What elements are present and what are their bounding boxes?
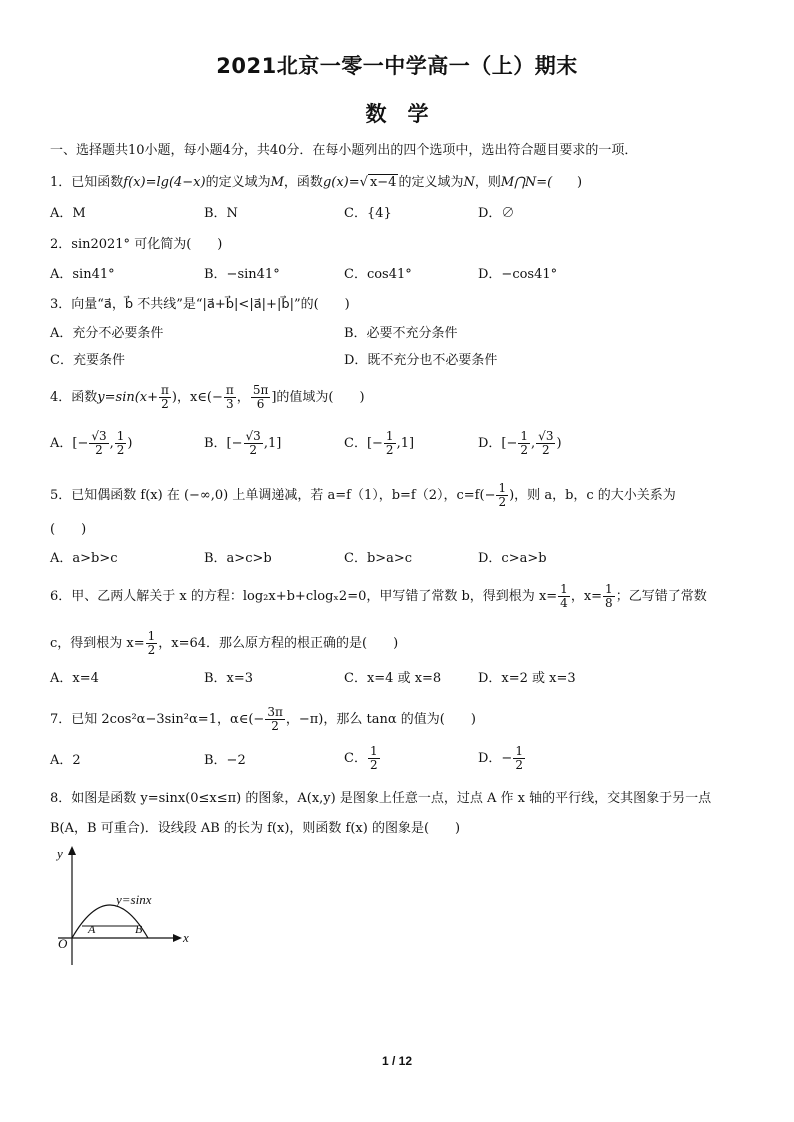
x-axis-arrow-icon — [173, 934, 182, 942]
q5-option-b: B．a>c>b — [204, 551, 272, 566]
q1-option-c: C．{4} — [344, 206, 392, 221]
point-b-label: B — [135, 922, 143, 936]
question-1-stem: 1．已知函数f(x)=lg(4−x)的定义域为M，函数g(x)=√ x−4 的定义域为N，则M⋂N=( ) — [50, 175, 583, 190]
point-a-label: A — [88, 922, 96, 936]
question-8-stem: 8．如图是函数 y=sinx(0≤x≤π) 的图象，A(x,y) 是图象上任意一点，过点 A 作 x 轴的平行线，交其图象于另一点 — [50, 791, 712, 806]
question-2-stem: 2．sin2021° 可化简为( ) — [50, 237, 223, 252]
q4-option-d: D．[− $\frac{1}{2}$ , $\frac{√3}{2}$ ) — [478, 429, 562, 457]
q6-option-a: A．x=4 — [50, 671, 99, 686]
q7-option-b: B．−2 — [204, 753, 246, 768]
q6-option-d: D．x=2 或 x=3 — [478, 671, 576, 686]
page-number: 1 / 12 — [381, 1054, 413, 1068]
q4-option-a: A．[− $\frac{√3}{2}$ , $\frac{1}{2}$ ) — [50, 429, 133, 457]
question-6-stem-2: c，得到根为 x= $\frac{1}{2}$ ，x=64．那么原方程的根正确的是( ) — [50, 629, 399, 657]
q2-option-d: D．−cos41° — [478, 267, 558, 282]
q1-option-a: A．M — [50, 206, 86, 221]
subject-title: 数 学 — [365, 102, 429, 126]
q7-option-c: C． $\frac{1}{2}$ — [344, 744, 378, 772]
question-4-stem: 4．函数y=sin(x+ $\frac{\pi}{2}$ )，x∈(− $\frac{\pi}{3}$ ， $\frac{5\pi}{6}$ ]的值域为( ) — [50, 383, 365, 411]
question-6-stem: 6．甲、乙两人解关于 x 的方程：log₂x+b+clogₓ2=0，甲写错了常数 b，得到根为 x= $\frac{1}{4}$ ，x= $\frac{1}{8}$ ；乙写错了常数 — [50, 582, 707, 610]
q1-option-b: B．N — [204, 206, 238, 221]
q3-option-b: B．必要不充分条件 — [344, 326, 458, 341]
question-7-stem: 7．已知 2cos²α−3sin²α=1，α∈(− $\frac{3\pi}{2}$ ，−π)，那么 tanα 的值为( ) — [50, 705, 476, 733]
section-heading: 一、选择题共10小题，每小题4分，共40分．在每小题列出的四个选项中，选出符合题目要求的一项． — [50, 143, 638, 158]
q5-option-a: A．a>b>c — [50, 551, 118, 566]
q5-option-c: C．b>a>c — [344, 551, 413, 566]
question-8-stem-2: B(A，B 可重合)．设线段 AB 的长为 f(x)，则函数 f(x) 的图象是( ) — [50, 821, 461, 836]
question-5-paren: ( ) — [50, 522, 87, 537]
sine-figure — [52, 842, 202, 970]
q7-option-d: D．− $\frac{1}{2}$ — [478, 744, 523, 772]
q4-option-c: C．[− $\frac{1}{2}$ ,1] — [344, 429, 415, 457]
q2-option-c: C．cos41° — [344, 267, 412, 282]
q4-option-b: B．[− $\frac{√3}{2}$ ,1] — [204, 429, 282, 457]
q3-option-d: D．既不充分也不必要条件 — [344, 353, 498, 368]
q2-option-a: A．sin41° — [50, 267, 115, 282]
question-3-stem: 3．向量“a⃗，b⃗ 不共线”是“|a⃗+b⃗|<|a⃗|+|b⃗|”的( ) — [50, 297, 350, 312]
q6-option-b: B．x=3 — [204, 671, 254, 686]
curve-label: y=sinx — [116, 892, 152, 907]
q7-option-a: A．2 — [50, 753, 81, 768]
q5-option-d: D．c>a>b — [478, 551, 547, 566]
question-5-stem: 5．已知偶函数 f(x) 在 (−∞,0) 上单调递减，若 a=f（1），b=f（2），c=f(− $\frac{1}{2}$ )，则 a，b，c 的大小关系为 — [50, 481, 676, 509]
q2-option-b: B．−sin41° — [204, 267, 280, 282]
q3-option-c: C．充要条件 — [50, 353, 125, 368]
q6-option-c: C．x=4 或 x=8 — [344, 671, 442, 686]
x-axis-label: x — [183, 930, 189, 945]
q3-option-a: A．充分不必要条件 — [50, 326, 164, 341]
page-title: 2021北京一零一中学高一（上）期末 — [216, 54, 578, 78]
origin-label: O — [58, 936, 68, 951]
y-axis-label: y — [57, 846, 63, 861]
y-axis-arrow-icon — [68, 846, 76, 855]
q1-option-d: D．∅ — [478, 206, 515, 221]
